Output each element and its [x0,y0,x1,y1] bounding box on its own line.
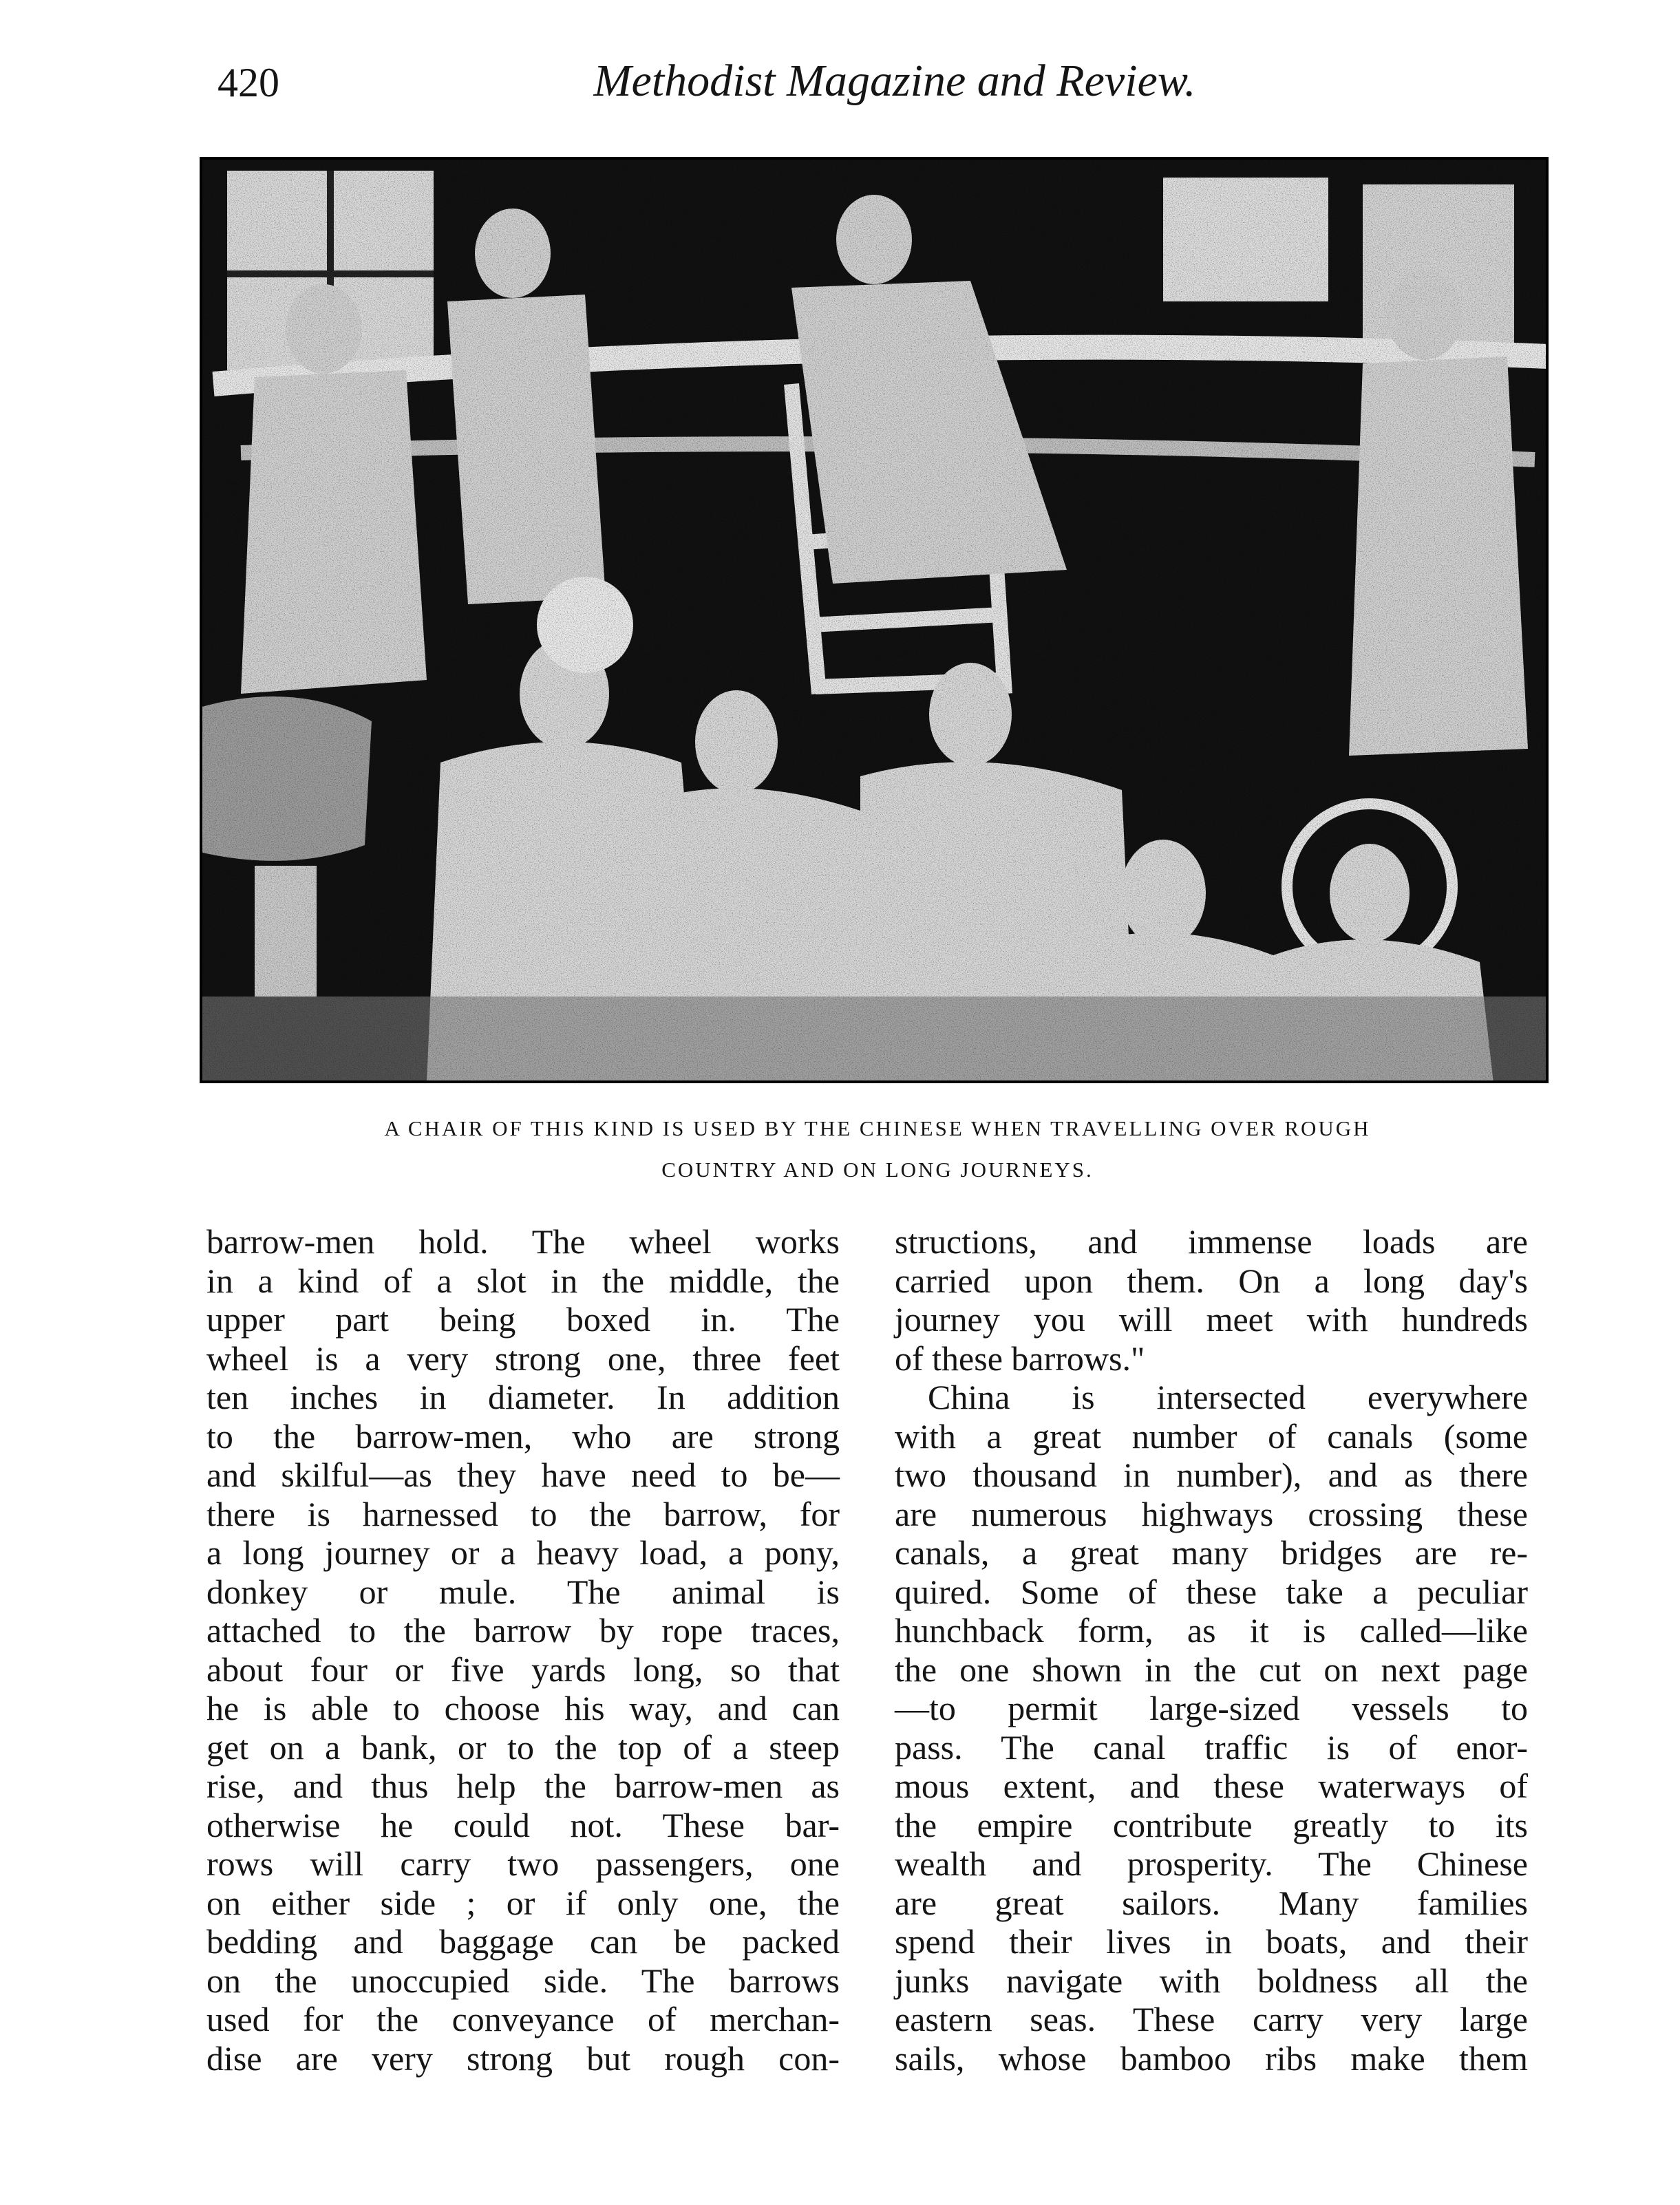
text-line: two thousand in number), and as there [895,1456,1528,1494]
text-line: journey you will meet with hundreds [895,1300,1528,1339]
text-line: carried upon them. On a long day's [895,1261,1528,1300]
text-line: wealth and prosperity. The Chinese [895,1844,1528,1883]
text-line: in a kind of a slot in the middle, the [206,1261,840,1300]
text-line: with a great number of canals (some [895,1416,1528,1456]
text-line: are numerous highways crossing these [895,1494,1528,1533]
text-line: mous extent, and these waterways of [895,1767,1528,1805]
text-line: spend their lives in boats, and their [895,1922,1528,1961]
text-line: get on a bank, or to the top of a steep [206,1727,840,1767]
right-column [895,1222,1528,2078]
page-number: 420 [217,60,279,105]
text-line: are great sailors. Many families [895,1883,1528,1922]
left-column [206,1222,840,2078]
text-line: on either side ; or if only one, the [206,1883,840,1922]
text-line: dise are very strong but rough con- [206,2038,840,2078]
text-line: otherwise he could not. These bar- [206,1805,840,1844]
text-line: the empire contribute greatly to its [895,1805,1528,1844]
photo-illustration [200,157,1549,1083]
plate-caption [227,1108,1528,1191]
text-line: he is able to choose his way, and can [206,1689,840,1727]
text-line: a long journey or a heavy load, a pony, [206,1533,840,1572]
running-title: Methodist Magazine and Review. [593,56,1196,106]
text-line: the one shown in the cut on next page [895,1650,1528,1689]
text-line: upper part being boxed in. The [206,1300,840,1339]
text-line: canals, a great many bridges are re- [895,1533,1528,1572]
text-line: structions, and immense loads are [895,1222,1528,1261]
text-line: to the barrow-men, who are strong [206,1416,840,1456]
text-line: eastern seas. These carry very large [895,2000,1528,2038]
text-line: sails, whose bamboo ribs make them [895,2038,1528,2078]
text-line: on the unoccupied side. The barrows [206,1961,840,2000]
text-line: barrow-men hold. The wheel works [206,1222,840,1261]
text-line: quired. Some of these take a peculiar [895,1572,1528,1611]
text-line: rows will carry two passengers, one [206,1844,840,1883]
text-line: there is harnessed to the barrow, for [206,1494,840,1533]
text-line: China is intersected everywhere [928,1378,1528,1416]
text-line: and skilful—as they have need to be— [206,1456,840,1494]
text-line: —to permit large-sized vessels to [895,1689,1528,1727]
caption-line: COUNTRY AND ON LONG JOURNEYS. [661,1158,1094,1182]
text-line: junks navigate with boldness all the [895,1961,1528,2000]
text-line: hunchback form, as it is called—like [895,1611,1528,1650]
text-line: used for the conveyance of merchan- [206,2000,840,2038]
text-line: rise, and thus help the barrow-men as [206,1767,840,1805]
text-line: bedding and baggage can be packed [206,1922,840,1961]
text-line: donkey or mule. The animal is [206,1572,840,1611]
halftone-photograph [200,157,1549,1083]
caption-line: A CHAIR OF THIS KIND IS USED BY THE CHINESE WHEN TRAVELLING OVER ROUGH [384,1116,1371,1140]
text-line: attached to the barrow by rope traces, [206,1611,840,1650]
text-line: of these barrows." [895,1339,1145,1378]
text-line: ten inches in diameter. In addition [206,1378,840,1416]
text-line: wheel is a very strong one, three feet [206,1339,840,1378]
text-line: about four or five yards long, so that [206,1650,840,1689]
text-line: pass. The canal traffic is of enor- [895,1727,1528,1767]
